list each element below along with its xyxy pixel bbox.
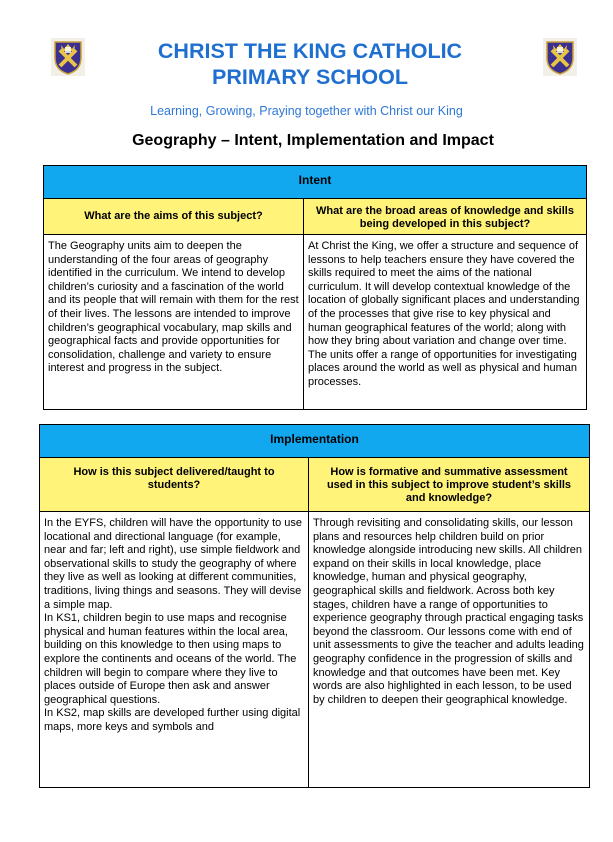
- implementation-delivery-text: [40, 512, 309, 788]
- intent-aims-question: What are the aims of this subject?: [44, 199, 304, 235]
- school-name-line1: CHRIST THE KING CATHOLIC: [157, 39, 463, 63]
- school-name: [90, 38, 530, 90]
- school-crest-icon: [543, 38, 577, 76]
- paragraph-eyfs: In the EYFS, children will have the opportunity to use locational and directional language (for example, near and far; left and right), use simple fieldwork and observational skills to study the geography of where they live as well as looking at different communities, traditions, living things and seasons. They will devise a simple map.: [44, 517, 303, 611]
- paragraph-ks2: In KS2, map skills are developed further using digital maps, more keys and symbols and: [44, 707, 301, 733]
- intent-knowledge-question: What are the broad areas of knowledge and skills being developed in this subject?: [304, 199, 587, 235]
- school-motto: Learning, Growing, Praying together with Christ our King: [150, 104, 463, 118]
- implementation-assessment-text: Through revisiting and consolidating skills, our lesson plans and resources help children build on prior knowledge alongside introducing new skills. All children expand on their skills in local knowledge, place knowledge, human and physical geography, geographical skills and fieldwork. Across both key stages, children have a range of opportunities to experience geography through practical engaging tasks beyond the classroom. Our lessons come with end of unit assessments to give the teacher and adults leading geography confidence in the progression of skills and knowledge and that outcomes have been met. Key words are also highlighted in each lesson, to be used by children to deepen their geographical knowledge.: [309, 512, 590, 788]
- implementation-table: [39, 424, 590, 788]
- paragraph-ks1: In KS1, children begin to use maps and recognise physical and human features within the local area, building on this knowledge to then using maps to explore the continents and oceans of the world. The children will begin to compare where they live to places outside of Europe then ask and answer geographical questions.: [44, 612, 297, 706]
- school-crest-icon: [51, 38, 85, 76]
- intent-heading: Intent: [44, 166, 587, 199]
- school-name-line2: PRIMARY SCHOOL: [212, 65, 408, 89]
- implementation-assessment-question: How is formative and summative assessment used in this subject to improve student’s skills and knowledge?: [309, 458, 590, 512]
- intent-table: [43, 165, 587, 410]
- implementation-delivery-question: How is this subject delivered/taught to students?: [40, 458, 309, 512]
- intent-knowledge-text: At Christ the King, we offer a structure and sequence of lessons to help teachers ensure they have covered the skills required to meet the aims of the national curriculum. It will develop contextual knowledge of the location of globally significant places and understanding of the processes that give rise to key physical and human geographical features of the world; along with how they bring about variation and change over time. The units offer a range of opportunities for investigating places around the world as well as physical and human processes.: [304, 235, 587, 410]
- document-title: Geography – Intent, Implementation and Impact: [132, 132, 494, 149]
- implementation-heading: Implementation: [40, 425, 590, 458]
- intent-aims-text: The Geography units aim to deepen the understanding of the four areas of geography identified in the curriculum. We intend to develop children’s curiosity and a fascination of the world and its people that will remain with them for the rest of their lives. The lessons are intended to improve children’s geographical vocabulary, map skills and geographical facts and provide opportunities for consolidation, challenge and variety to ensure interest and progress in the subject.: [44, 235, 304, 410]
